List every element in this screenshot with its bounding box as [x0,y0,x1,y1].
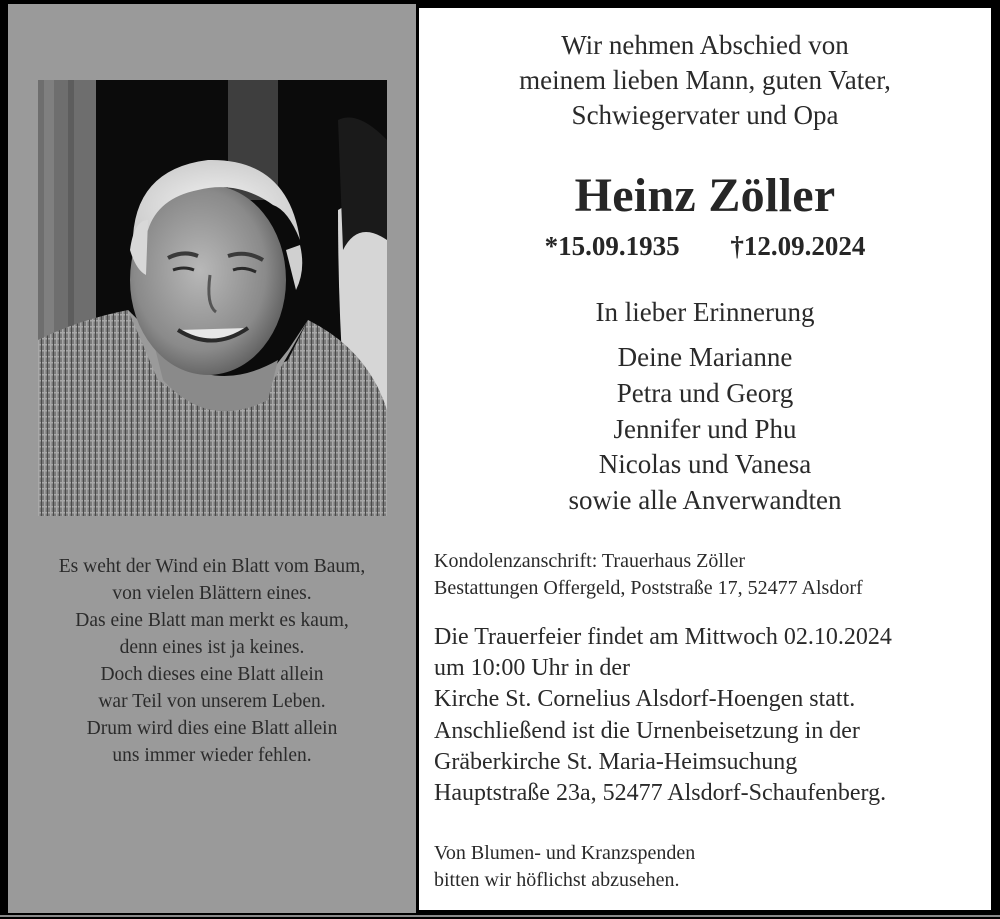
left-panel [8,4,416,913]
poem [8,553,416,769]
poem-line: Das eine Blatt man merkt es kaum, [75,610,349,631]
frame-bottom-line [0,915,1000,917]
flowers-line: Von Blumen- und Kranzspenden [434,842,696,864]
intro-line: Wir nehmen Abschied von [561,30,849,60]
ceremony-line: Anschließend ist die Urnenbeisetzung in der [434,717,860,744]
portrait-image [38,80,387,516]
family-member: Deine Marianne [617,342,793,372]
ceremony-line: Die Trauerfeier findet am Mittwoch 02.10.2024 [434,624,892,650]
memory-heading: In lieber Erinnerung [595,297,815,327]
family-list [419,340,991,519]
condolence-line: Kondolenzanschrift: Trauerhaus Zöller [434,550,746,572]
ceremony-line: Gräberkirche St. Maria-Heimsuchung [434,748,798,775]
family-member: Nicolas und Vanesa [598,449,812,480]
condolence-address [434,548,863,602]
poem-line: Es weht der Wind ein Blatt vom Baum, [58,556,366,577]
deceased-name: Heinz Zöller [574,169,836,222]
right-panel [419,8,991,910]
poem-line: von vielen Blättern eines. [112,583,312,604]
ceremony-line: Hauptstraße 23a, 52477 Alsdorf-Schaufenberg. [434,780,887,807]
life-dates [419,226,991,266]
ceremony-line: um 10:00 Uhr in der [434,655,630,682]
ceremony-line: Kirche St. Cornelius Alsdorf-Hoengen statt. [434,686,856,713]
flowers-line: bitten wir höflichst abzusehen. [434,869,680,891]
ceremony-info [434,622,892,809]
death-date: †12.09.2024 [730,231,866,261]
flowers-note [434,840,695,894]
poem-line: war Teil von unserem Leben. [98,691,326,712]
condolence-line: Bestattungen Offergeld, Poststraße 17, 52477 Alsdorf [434,577,863,599]
intro-line: meinem lieben Mann, guten Vater, [519,65,891,95]
family-member: Jennifer und Phu [613,413,797,444]
poem-line: Drum wird dies eine Blatt allein [86,718,338,739]
poem-line: uns immer wieder fehlen. [112,745,312,766]
portrait-photo [38,80,387,516]
birth-date: *15.09.1935 [544,231,680,261]
family-member: Petra und Georg [616,377,794,408]
poem-line: denn eines ist ja keines. [119,637,305,658]
family-member: sowie alle Anverwandten [568,485,842,516]
intro-text [419,28,991,133]
intro-line: Schwiegervater und Opa [571,100,839,130]
poem-line: Doch dieses eine Blatt allein [100,664,324,685]
